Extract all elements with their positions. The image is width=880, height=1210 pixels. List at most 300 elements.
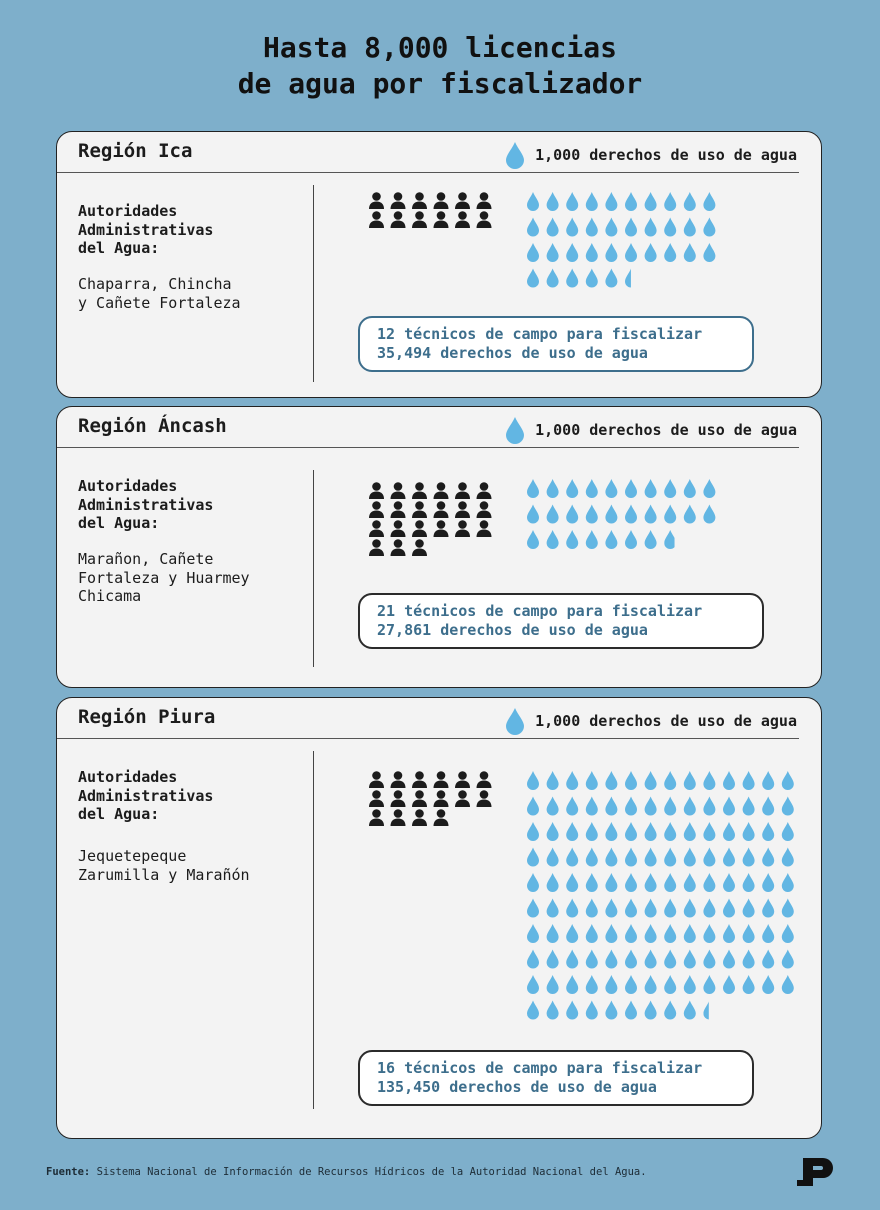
water-drop-icon xyxy=(762,873,774,892)
technician-icon xyxy=(412,192,427,209)
water-drop-icon xyxy=(586,924,598,943)
water-drop-icon xyxy=(743,975,755,994)
water-drop-icon xyxy=(586,899,598,918)
water-drop-icon xyxy=(782,975,794,994)
water-drop-icon xyxy=(703,797,715,816)
technician-icon xyxy=(434,790,449,807)
water-drop-icon xyxy=(527,873,539,892)
water-drop-icon xyxy=(566,950,578,969)
water-drop-icon xyxy=(605,530,617,549)
autoridades-label-line: Autoridades xyxy=(78,202,178,220)
partial-water-drop-icon xyxy=(664,530,676,549)
water-drop-icon xyxy=(566,269,578,288)
autoridades-label-line: Autoridades xyxy=(78,477,178,495)
technician-icon xyxy=(369,771,384,788)
water-drop-icon xyxy=(645,530,657,549)
autoridades-label-line: Administrativas xyxy=(78,220,214,239)
water-drop-icon xyxy=(645,505,657,524)
legend-label: 1,000 derechos de uso de agua xyxy=(535,146,797,164)
water-drop-icon xyxy=(566,899,578,918)
water-drop-icon xyxy=(547,1001,559,1020)
water-drop-icon xyxy=(664,1001,676,1020)
technician-icon xyxy=(434,501,449,518)
card-header xyxy=(57,407,797,447)
autoridad-line: y Cañete Fortaleza xyxy=(78,293,241,312)
autoridad-line: Jequetepeque xyxy=(78,847,187,865)
water-drop-icon xyxy=(703,873,715,892)
water-drop-icon xyxy=(703,218,715,237)
water-drop-icon xyxy=(723,975,735,994)
water-drop-icon xyxy=(586,505,598,524)
water-drop-icon xyxy=(782,822,794,841)
water-drop-icon xyxy=(645,218,657,237)
water-drop-icon xyxy=(625,479,637,498)
water-drop-icon xyxy=(586,848,598,867)
water-drop-icon xyxy=(723,848,735,867)
water-drop-icon xyxy=(605,822,617,841)
water-drop-icon xyxy=(743,848,755,867)
water-drop-icon xyxy=(527,822,539,841)
water-drop-icon xyxy=(625,797,637,816)
technician-icon xyxy=(434,520,449,537)
header-divider xyxy=(57,447,799,448)
water-drop-icon xyxy=(645,771,657,790)
footer-text: Sistema Nacional de Información de Recursos Hídricos de la Autoridad Nacional del Agua. xyxy=(96,1166,647,1178)
technician-icon xyxy=(434,211,449,228)
water-drop-icon xyxy=(782,873,794,892)
water-drop-icon xyxy=(566,192,578,211)
autoridades-label xyxy=(78,768,298,824)
water-drop-icon xyxy=(605,218,617,237)
water-drop-icon xyxy=(684,924,696,943)
technician-icon xyxy=(369,809,384,826)
autoridad-line: Fortaleza y Huarmey xyxy=(78,568,250,587)
water-drop-icon xyxy=(586,950,598,969)
technician-icon xyxy=(477,482,492,499)
autoridades-list xyxy=(78,275,298,312)
water-drop-icon xyxy=(586,218,598,237)
water-drop-icon xyxy=(527,505,539,524)
technician-icon xyxy=(391,809,406,826)
water-drop-icon xyxy=(605,950,617,969)
water-drop-icon xyxy=(547,848,559,867)
water-drop-icon xyxy=(703,479,715,498)
water-drop-icon xyxy=(566,530,578,549)
water-drop-icon xyxy=(645,192,657,211)
water-drop-icon xyxy=(605,192,617,211)
water-drop-icon xyxy=(664,899,676,918)
water-drop-icon xyxy=(645,848,657,867)
water-drop-icon xyxy=(684,822,696,841)
water-drop-icon xyxy=(605,899,617,918)
water-drop-icon xyxy=(703,822,715,841)
technician-icon xyxy=(455,192,470,209)
water-drop-icon xyxy=(743,950,755,969)
water-drop-icon xyxy=(586,192,598,211)
header-divider xyxy=(57,172,799,173)
water-drop-icon xyxy=(723,822,735,841)
autoridad-line: Chaparra, Chincha xyxy=(78,275,232,293)
water-drop-icon xyxy=(684,848,696,867)
autoridades-label-line: Administrativas xyxy=(78,786,214,805)
water-drop-icon xyxy=(684,975,696,994)
technician-icon xyxy=(477,192,492,209)
callout-line-2: 135,450 derechos de uso de agua xyxy=(377,1078,657,1096)
water-drop-icon xyxy=(723,924,735,943)
water-drop-icon xyxy=(547,192,559,211)
water-drop-icon xyxy=(743,797,755,816)
technician-icon xyxy=(455,520,470,537)
water-drop-icon xyxy=(547,873,559,892)
water-drop-icon xyxy=(625,822,637,841)
water-drop-icon xyxy=(586,797,598,816)
water-drop-icon xyxy=(645,479,657,498)
water-drop-icon xyxy=(743,873,755,892)
water-drop-icon xyxy=(625,530,637,549)
vertical-divider xyxy=(313,470,314,667)
water-drop-icon xyxy=(527,530,539,549)
technician-icon xyxy=(477,520,492,537)
water-drop-icon xyxy=(645,924,657,943)
water-drop-icon xyxy=(566,848,578,867)
water-drop-icon xyxy=(586,479,598,498)
water-drop-icon xyxy=(586,243,598,262)
region-title: Región Piura xyxy=(78,706,216,728)
water-drop-icon xyxy=(625,899,637,918)
water-drop-icon xyxy=(547,797,559,816)
legend xyxy=(505,708,797,734)
water-drop-icon xyxy=(605,873,617,892)
water-drop-icon xyxy=(625,848,637,867)
partial-water-drop-icon xyxy=(703,1001,715,1020)
water-drop-icon xyxy=(625,873,637,892)
technician-icon xyxy=(369,520,384,537)
water-drop-icon xyxy=(645,797,657,816)
region-card-ancash xyxy=(56,406,822,688)
water-drop-icon xyxy=(566,505,578,524)
water-drop-icon xyxy=(782,797,794,816)
water-drop-icon xyxy=(625,950,637,969)
water-drop-icon xyxy=(645,975,657,994)
partial-water-drop-icon xyxy=(625,269,637,288)
water-drop-icon xyxy=(625,1001,637,1020)
water-drop-icon xyxy=(605,505,617,524)
publisher-logo xyxy=(797,1156,835,1188)
water-rights-pictogram xyxy=(527,192,807,292)
technician-icon xyxy=(455,482,470,499)
autoridades-label-line: del Agua: xyxy=(78,805,160,823)
water-drop-icon xyxy=(664,848,676,867)
region-title: Región Ica xyxy=(78,140,193,162)
technician-icon xyxy=(391,482,406,499)
water-drop-icon xyxy=(684,950,696,969)
technician-icon xyxy=(369,211,384,228)
water-drop-icon xyxy=(527,848,539,867)
water-drop-icon xyxy=(605,924,617,943)
autoridades-list xyxy=(78,847,298,884)
autoridades-label-line: Autoridades xyxy=(78,768,178,786)
technician-icon xyxy=(477,790,492,807)
water-drop-icon xyxy=(566,873,578,892)
water-drop-icon xyxy=(566,243,578,262)
autoridades-label xyxy=(78,477,298,533)
water-drop-icon xyxy=(547,530,559,549)
water-drop-icon xyxy=(586,975,598,994)
water-drop-icon xyxy=(605,1001,617,1020)
technician-icon xyxy=(369,192,384,209)
technician-icon xyxy=(477,501,492,518)
autoridad-line: Marañon, Cañete xyxy=(78,550,214,568)
water-drop-icon xyxy=(684,873,696,892)
technician-icon xyxy=(391,501,406,518)
water-drop-icon xyxy=(684,1001,696,1020)
technician-icon xyxy=(434,771,449,788)
vertical-divider xyxy=(313,751,314,1109)
technician-icon xyxy=(412,501,427,518)
water-drop-icon xyxy=(723,899,735,918)
water-drop-icon xyxy=(645,1001,657,1020)
water-drop-icon xyxy=(762,771,774,790)
water-drop-icon xyxy=(703,505,715,524)
water-drop-icon xyxy=(743,771,755,790)
water-drop-icon xyxy=(547,822,559,841)
water-rights-pictogram xyxy=(527,479,807,555)
technician-icon xyxy=(434,482,449,499)
water-drop-icon xyxy=(743,822,755,841)
water-drop-icon xyxy=(664,950,676,969)
technician-icon xyxy=(369,790,384,807)
water-drop-icon xyxy=(703,848,715,867)
water-drop-icon xyxy=(703,899,715,918)
source-footer xyxy=(46,1166,647,1178)
water-drop-icon xyxy=(723,873,735,892)
title-line-2: de agua por fiscalizador xyxy=(237,67,643,100)
water-drop-icon xyxy=(723,797,735,816)
technician-icon xyxy=(391,790,406,807)
technician-icon xyxy=(369,539,384,556)
technician-icon xyxy=(391,771,406,788)
water-drop-icon xyxy=(586,1001,598,1020)
technician-icon xyxy=(391,192,406,209)
water-drop-icon xyxy=(547,269,559,288)
technician-icon xyxy=(412,520,427,537)
water-drop-icon xyxy=(547,899,559,918)
water-drop-icon xyxy=(547,975,559,994)
water-drop-icon xyxy=(664,771,676,790)
water-drop-icon xyxy=(762,797,774,816)
footer-label: Fuente: xyxy=(46,1166,91,1178)
water-drop-icon xyxy=(527,192,539,211)
water-drop-icon xyxy=(645,873,657,892)
card-header xyxy=(57,698,797,738)
water-drop-icon xyxy=(684,797,696,816)
callout-line-1: 16 técnicos de campo para fiscalizar xyxy=(377,1059,703,1077)
water-drop-icon xyxy=(703,243,715,262)
autoridad-line: Zarumilla y Marañón xyxy=(78,865,250,884)
water-drop-icon xyxy=(605,848,617,867)
water-drop-icon xyxy=(684,899,696,918)
water-drop-icon xyxy=(505,141,525,169)
water-drop-icon xyxy=(664,505,676,524)
technician-icon xyxy=(391,539,406,556)
water-drop-icon xyxy=(664,479,676,498)
water-drop-icon xyxy=(645,822,657,841)
water-drop-icon xyxy=(547,924,559,943)
water-rights-pictogram xyxy=(527,771,807,1031)
water-drop-icon xyxy=(505,707,525,735)
technician-icon xyxy=(477,211,492,228)
water-drop-icon xyxy=(527,975,539,994)
water-drop-icon xyxy=(527,1001,539,1020)
water-drop-icon xyxy=(605,771,617,790)
water-drop-icon xyxy=(703,924,715,943)
water-drop-icon xyxy=(566,822,578,841)
technician-icon xyxy=(434,809,449,826)
water-drop-icon xyxy=(586,822,598,841)
water-drop-icon xyxy=(605,479,617,498)
technician-icon xyxy=(455,771,470,788)
water-drop-icon xyxy=(782,924,794,943)
water-drop-icon xyxy=(723,950,735,969)
water-drop-icon xyxy=(762,924,774,943)
water-drop-icon xyxy=(762,848,774,867)
water-drop-icon xyxy=(645,950,657,969)
water-drop-icon xyxy=(684,192,696,211)
technician-icon xyxy=(412,790,427,807)
technicians-pictogram xyxy=(369,482,509,562)
summary-callout xyxy=(358,1050,754,1106)
water-drop-icon xyxy=(625,975,637,994)
autoridades-list xyxy=(78,550,298,606)
water-drop-icon xyxy=(547,243,559,262)
water-drop-icon xyxy=(527,479,539,498)
water-drop-icon xyxy=(566,975,578,994)
summary-callout xyxy=(358,593,764,649)
water-drop-icon xyxy=(645,243,657,262)
page-title xyxy=(0,30,880,102)
technician-icon xyxy=(369,501,384,518)
technician-icon xyxy=(412,771,427,788)
region-title: Región Áncash xyxy=(78,415,227,437)
water-drop-icon xyxy=(684,243,696,262)
water-drop-icon xyxy=(625,771,637,790)
water-drop-icon xyxy=(664,924,676,943)
water-drop-icon xyxy=(566,924,578,943)
water-drop-icon xyxy=(566,479,578,498)
water-drop-icon xyxy=(782,899,794,918)
autoridad-line: Chicama xyxy=(78,587,142,605)
technician-icon xyxy=(391,520,406,537)
autoridades-label xyxy=(78,202,298,258)
water-drop-icon xyxy=(527,899,539,918)
technician-icon xyxy=(455,790,470,807)
technicians-pictogram xyxy=(369,192,509,252)
water-drop-icon xyxy=(743,924,755,943)
water-drop-icon xyxy=(684,479,696,498)
water-drop-icon xyxy=(605,243,617,262)
water-drop-icon xyxy=(645,899,657,918)
title-line-1: Hasta 8,000 licencias xyxy=(262,31,617,64)
water-drop-icon xyxy=(527,771,539,790)
technician-icon xyxy=(412,539,427,556)
water-drop-icon xyxy=(605,269,617,288)
water-drop-icon xyxy=(625,243,637,262)
water-drop-icon xyxy=(664,243,676,262)
water-drop-icon xyxy=(586,269,598,288)
technician-icon xyxy=(455,501,470,518)
technician-icon xyxy=(434,192,449,209)
water-drop-icon xyxy=(586,771,598,790)
water-drop-icon xyxy=(505,416,525,444)
water-drop-icon xyxy=(547,218,559,237)
water-drop-icon xyxy=(527,269,539,288)
autoridades-label-line: Administrativas xyxy=(78,495,214,514)
water-drop-icon xyxy=(723,771,735,790)
water-drop-icon xyxy=(664,975,676,994)
technician-icon xyxy=(477,771,492,788)
water-drop-icon xyxy=(664,797,676,816)
autoridades-label-line: del Agua: xyxy=(78,239,160,257)
water-drop-icon xyxy=(625,924,637,943)
water-drop-icon xyxy=(605,797,617,816)
water-drop-icon xyxy=(547,479,559,498)
water-drop-icon xyxy=(605,975,617,994)
water-drop-icon xyxy=(684,218,696,237)
technicians-pictogram xyxy=(369,771,509,831)
technician-icon xyxy=(455,211,470,228)
water-drop-icon xyxy=(586,530,598,549)
water-drop-icon xyxy=(547,950,559,969)
water-drop-icon xyxy=(703,950,715,969)
technician-icon xyxy=(412,211,427,228)
technician-icon xyxy=(369,482,384,499)
callout-line-1: 12 técnicos de campo para fiscalizar xyxy=(377,325,703,343)
legend xyxy=(505,142,797,168)
water-drop-icon xyxy=(762,899,774,918)
water-drop-icon xyxy=(547,505,559,524)
water-drop-icon xyxy=(566,771,578,790)
water-drop-icon xyxy=(664,218,676,237)
water-drop-icon xyxy=(625,218,637,237)
water-drop-icon xyxy=(566,1001,578,1020)
water-drop-icon xyxy=(527,950,539,969)
water-drop-icon xyxy=(527,924,539,943)
legend xyxy=(505,417,797,443)
card-header xyxy=(57,132,797,172)
legend-label: 1,000 derechos de uso de agua xyxy=(535,421,797,439)
water-drop-icon xyxy=(762,975,774,994)
water-drop-icon xyxy=(664,192,676,211)
callout-line-1: 21 técnicos de campo para fiscalizar xyxy=(377,602,703,620)
water-drop-icon xyxy=(782,950,794,969)
water-drop-icon xyxy=(762,822,774,841)
vertical-divider xyxy=(313,185,314,382)
water-drop-icon xyxy=(703,771,715,790)
water-drop-icon xyxy=(527,243,539,262)
water-drop-icon xyxy=(703,975,715,994)
header-divider xyxy=(57,738,799,739)
callout-line-2: 35,494 derechos de uso de agua xyxy=(377,344,648,362)
water-drop-icon xyxy=(684,505,696,524)
region-card-piura xyxy=(56,697,822,1139)
summary-callout xyxy=(358,316,754,372)
technician-icon xyxy=(391,211,406,228)
legend-label: 1,000 derechos de uso de agua xyxy=(535,712,797,730)
water-drop-icon xyxy=(782,848,794,867)
water-drop-icon xyxy=(586,873,598,892)
technician-icon xyxy=(412,809,427,826)
water-drop-icon xyxy=(547,771,559,790)
